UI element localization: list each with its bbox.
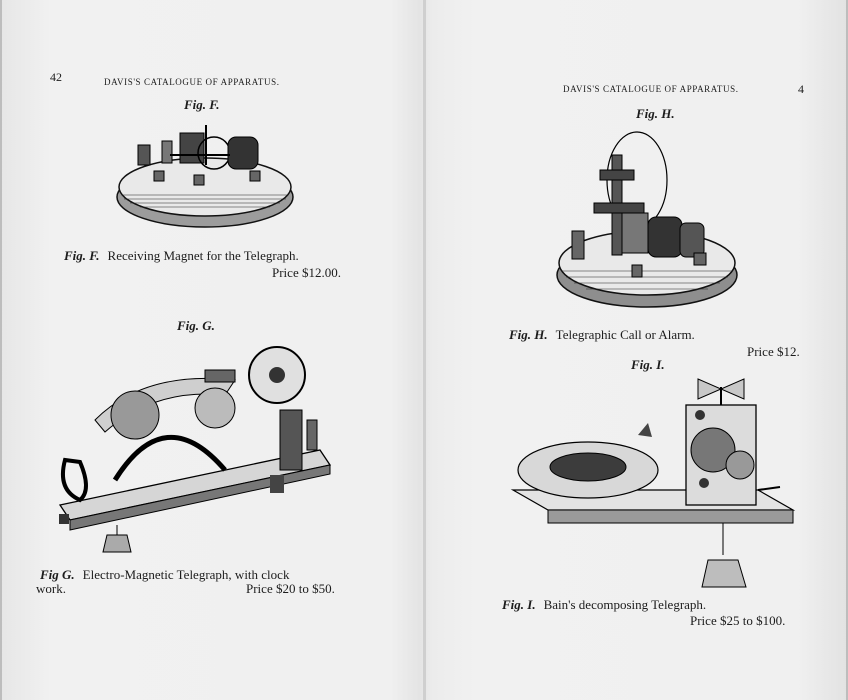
left-running-head: DAVIS'S CATALOGUE OF APPARATUS. xyxy=(104,77,280,87)
fig-h-label: Fig. H. xyxy=(636,106,675,121)
fig-g-caption-label: Fig G. xyxy=(40,567,75,582)
left-page-number: 42 xyxy=(50,70,62,84)
fig-i-illustration xyxy=(508,375,798,595)
fig-i-price: Price $25 to $100. xyxy=(690,613,786,628)
fig-g-caption-line2: work. xyxy=(36,581,66,596)
fig-h-caption xyxy=(509,327,695,343)
fig-g-price: Price $20 to $50. xyxy=(246,581,335,596)
left-page-edge xyxy=(0,0,2,700)
fig-f-illustration xyxy=(110,115,300,235)
right-running-head: DAVIS'S CATALOGUE OF APPARATUS. xyxy=(563,84,739,94)
fig-h-illustration xyxy=(552,125,742,315)
right-page-number: 4 xyxy=(798,82,804,96)
fig-f-caption xyxy=(64,248,299,264)
fig-f-caption-label: Fig. F. xyxy=(64,248,100,263)
fig-f-price: Price $12.00. xyxy=(272,265,341,280)
fig-h-caption-text: Telegraphic Call or Alarm. xyxy=(555,327,695,342)
fig-g-illustration xyxy=(55,340,340,570)
fig-g-caption-text: Electro-Magnetic Telegraph, with clock xyxy=(82,567,290,582)
fig-i-caption-text: Bain's decomposing Telegraph. xyxy=(543,597,707,612)
fig-i-caption xyxy=(502,597,706,613)
fig-i-caption-label: Fig. I. xyxy=(502,597,536,612)
gutter xyxy=(423,0,426,700)
fig-f-label: Fig. F. xyxy=(184,97,220,112)
fig-h-price: Price $12. xyxy=(747,344,800,359)
fig-h-caption-label: Fig. H. xyxy=(509,327,548,342)
fig-f-caption-text: Receiving Magnet for the Telegraph. xyxy=(107,248,299,263)
fig-i-label: Fig. I. xyxy=(631,357,665,372)
fig-g-label: Fig. G. xyxy=(177,318,215,333)
